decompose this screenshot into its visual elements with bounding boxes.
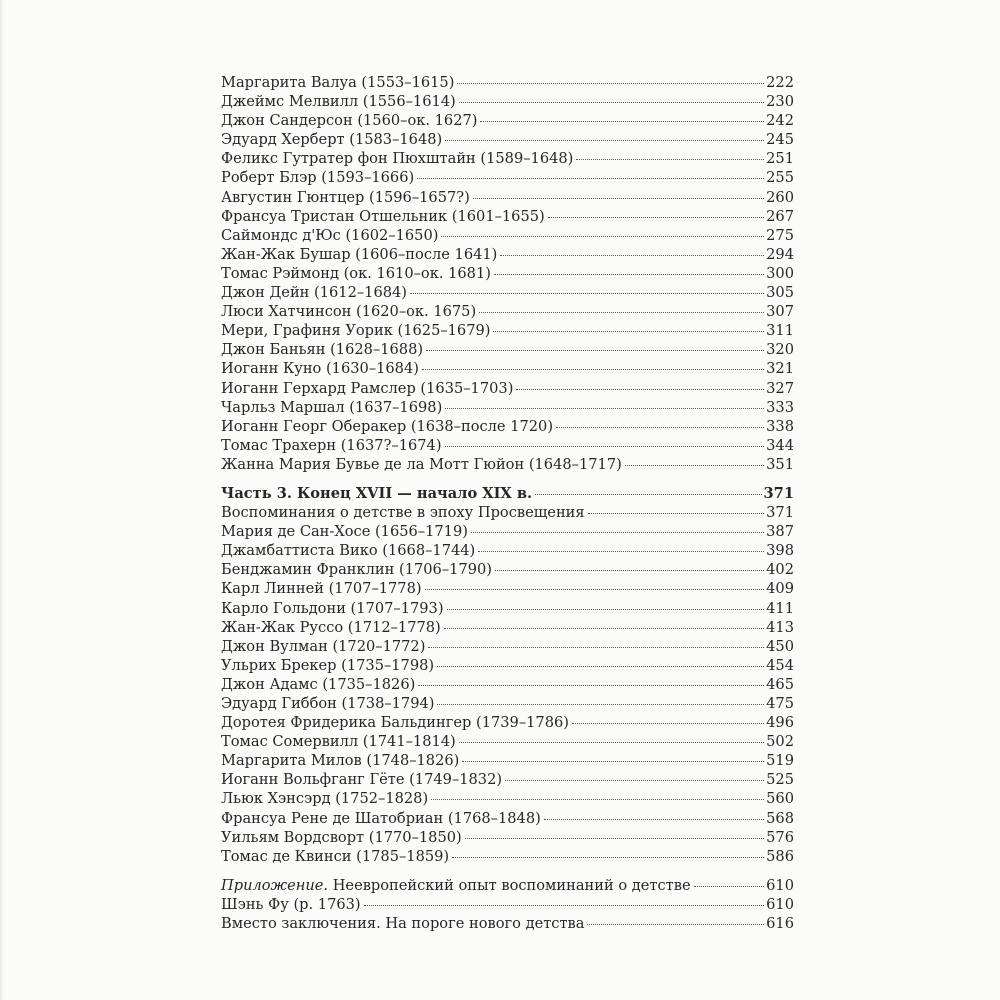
toc-part-heading-title: Часть 3. Конец XVII — начало XIX в. — [221, 484, 533, 502]
toc-entry-page: 251 — [766, 150, 794, 168]
toc-entry-title: Джон Адамс (1735–1826) — [221, 675, 416, 693]
toc-entry[interactable] — [221, 694, 794, 713]
toc-leader-dots — [445, 408, 764, 409]
toc-leader-dots — [459, 742, 764, 743]
page-edge-shadow — [0, 0, 4, 1000]
toc-entry-title: Томас Сомервилл (1741–1814) — [221, 733, 456, 751]
toc-entry-title: Франсуа Рене де Шатобриан (1768–1848) — [221, 809, 541, 827]
toc-leader-dots — [445, 140, 764, 141]
toc-leader-dots — [445, 446, 765, 447]
toc-entry-page: 305 — [766, 284, 794, 302]
toc-entry-page: 398 — [766, 542, 794, 560]
toc-entry-title: Джеймс Мелвилл (1556–1614) — [221, 93, 456, 111]
toc-entry-title: Иоганн Куно (1630–1684) — [221, 360, 419, 378]
toc-leader-dots — [694, 886, 765, 887]
toc-entry[interactable] — [221, 379, 794, 398]
toc-entry[interactable] — [221, 226, 794, 245]
toc-leader-dots — [556, 427, 764, 428]
toc-entry-title: Франсуа Тристан Отшельник (1601–1655) — [221, 207, 545, 225]
toc-leader-dots — [426, 350, 764, 351]
toc-entry[interactable] — [221, 541, 794, 560]
toc-entry-page: 320 — [766, 341, 794, 359]
toc-entry-title: Саймондс д'Юс (1602–1650) — [221, 226, 439, 244]
toc-entry-title: Феликс Гутратер фон Пюхштайн (1589–1648) — [221, 150, 574, 168]
toc-entry-page: 333 — [766, 398, 794, 416]
toc-appendix-page: 610 — [766, 876, 794, 894]
toc-leader-dots — [516, 389, 764, 390]
toc-entry-title: Жанна Мария Бувье де ла Мотт Гюйон (1648–1717) — [221, 455, 622, 473]
toc-entry-title: Вместо заключения. На пороге нового детства — [221, 915, 585, 933]
toc-entry[interactable] — [221, 264, 794, 283]
toc-entry[interactable] — [221, 618, 794, 637]
toc-entry[interactable] — [221, 283, 794, 302]
toc-entry-title: Эдуард Гиббон (1738–1794) — [221, 695, 435, 712]
toc-entry-page: 568 — [766, 809, 794, 827]
toc-entry[interactable] — [221, 168, 794, 187]
toc-leader-dots — [478, 551, 764, 552]
toc-entry-page: 245 — [766, 131, 794, 149]
toc-entry-title: Доротея Фридерика Бальдингер (1739–1786) — [221, 714, 569, 732]
toc-entry-page: 519 — [766, 752, 794, 770]
toc-entry[interactable] — [221, 828, 794, 847]
toc-entry-title: Люси Хатчинсон (1620–ок. 1675) — [221, 303, 477, 321]
toc-entry-title: Маргарита Валуа (1553–1615) — [221, 74, 455, 91]
toc-entry-page: 411 — [766, 599, 794, 617]
toc-entry-page: 327 — [766, 379, 794, 397]
toc-entry-title: Шэнь Фу (р. 1763) — [221, 895, 361, 913]
toc-entry[interactable] — [221, 398, 794, 417]
toc-entry-page: 255 — [766, 169, 794, 187]
toc-entry[interactable] — [221, 149, 794, 168]
toc-entry[interactable] — [221, 302, 794, 321]
toc-entry-page: 496 — [766, 714, 794, 732]
toc-appendix-label: Приложение. — [221, 876, 329, 894]
toc-entry-title: Джон Вулман (1720–1772) — [221, 637, 426, 655]
toc-entry-title: Мери, Графиня Уорик (1625–1679) — [221, 322, 491, 340]
toc-entry[interactable] — [221, 751, 794, 770]
toc-entry[interactable] — [221, 637, 794, 656]
toc-entry-title: Маргарита Милов (1748–1826) — [221, 752, 460, 770]
toc-entry[interactable] — [221, 245, 794, 264]
toc-entry-title: Джамбаттиста Вико (1668–1744) — [221, 542, 476, 560]
toc-leader-dots — [587, 924, 764, 925]
toc-leader-dots — [422, 369, 764, 370]
toc-entry-page: 242 — [766, 112, 794, 130]
toc-leader-dots — [572, 723, 764, 724]
toc-entry-page: 576 — [766, 828, 794, 846]
toc-group-part-3-entries — [221, 503, 794, 866]
toc-entry-title: Воспоминания о детстве в эпоху Просвещения — [221, 504, 585, 522]
toc-entry[interactable] — [221, 111, 794, 130]
toc-entry-page: 371 — [766, 504, 794, 522]
toc-entry-title: Карл Линней (1707–1778) — [221, 580, 422, 598]
toc-leader-dots — [364, 905, 765, 906]
toc-leader-dots — [431, 799, 764, 800]
toc-entry[interactable] — [221, 599, 794, 618]
toc-entry-page: 402 — [766, 561, 794, 579]
toc-leader-dots — [410, 293, 764, 294]
toc-entry[interactable] — [221, 656, 794, 675]
toc-entry[interactable] — [221, 130, 794, 149]
toc-entry-page: 222 — [766, 74, 794, 91]
toc-entry-page: 525 — [766, 771, 794, 789]
toc-entry[interactable] — [221, 770, 794, 789]
toc-leader-dots — [441, 236, 764, 237]
toc-entry-page: 275 — [766, 226, 794, 244]
toc-entry-title: Уильям Вордсворт (1770–1850) — [221, 828, 462, 846]
toc-entry-page: 413 — [766, 618, 794, 636]
toc-entry-page: 454 — [766, 656, 794, 674]
toc-entry-page: 300 — [766, 264, 794, 282]
toc-entry-page: 560 — [766, 790, 794, 808]
toc-entry-title: Льюк Хэнсэрд (1752–1828) — [221, 790, 429, 808]
toc-entry[interactable] — [221, 809, 794, 828]
toc-entry-page: 267 — [766, 207, 794, 225]
toc-group-appendix — [221, 876, 794, 933]
toc-entry-title: Томас Рэймонд (ок. 1610–ок. 1681) — [221, 264, 491, 282]
toc-entry-title: Томас де Квинси (1785–1859) — [221, 847, 450, 865]
toc-leader-dots — [452, 857, 764, 858]
toc-entry[interactable] — [221, 436, 794, 455]
toc-group-final-entries — [221, 895, 794, 933]
toc-entry-title: Джон Баньян (1628–1688) — [221, 341, 424, 359]
toc-entry-page: 409 — [766, 580, 794, 598]
toc-entry[interactable] — [221, 579, 794, 598]
toc-entry-page: 610 — [766, 895, 794, 913]
toc-part-heading-page: 371 — [763, 484, 794, 502]
toc-leader-dots — [500, 255, 764, 256]
toc-entry[interactable] — [221, 73, 794, 92]
toc-leader-dots — [548, 217, 764, 218]
toc-leader-dots — [544, 819, 764, 820]
toc-entry-title: Августин Гюнтцер (1596–1657?) — [221, 188, 470, 206]
toc-entry-page: 344 — [766, 436, 794, 454]
toc-leader-dots — [417, 178, 764, 179]
toc-entry-page: 465 — [766, 675, 794, 693]
table-of-contents — [221, 73, 794, 933]
toc-entry[interactable] — [221, 895, 794, 914]
toc-entry-title: Иоганн Георг Оберакер (1638–после 1720) — [221, 417, 554, 435]
toc-leader-dots — [535, 494, 761, 495]
toc-leader-dots — [588, 513, 765, 514]
toc-entry-page: 616 — [766, 915, 794, 933]
toc-appendix-text: Неевропейский опыт воспоминаний о детстве — [328, 876, 691, 894]
toc-entry[interactable] — [221, 359, 794, 378]
toc-leader-dots — [494, 274, 764, 275]
toc-leader-dots — [505, 780, 764, 781]
toc-leader-dots — [457, 83, 764, 84]
toc-leader-dots — [493, 331, 764, 332]
toc-leader-dots — [471, 532, 764, 533]
toc-entry-title: Томас Трахерн (1637?–1674) — [221, 436, 442, 454]
toc-entry-title: Иоганн Герхард Рамслер (1635–1703) — [221, 379, 514, 397]
toc-entry[interactable] — [221, 713, 794, 732]
toc-leader-dots — [418, 685, 764, 686]
toc-entry-title: Мария де Сан-Хосе (1656–1719) — [221, 523, 468, 541]
toc-appendix-entry[interactable] — [221, 876, 794, 895]
toc-entry-page: 338 — [766, 417, 794, 435]
toc-entry-title: Роберт Блэр (1593–1666) — [221, 169, 415, 187]
toc-entry[interactable] — [221, 675, 794, 694]
toc-entry-title: Джон Сандерсон (1560–ок. 1627) — [221, 112, 478, 130]
toc-entry[interactable] — [221, 522, 794, 541]
toc-entry-page: 307 — [766, 303, 794, 321]
toc-entry-page: 351 — [766, 455, 794, 473]
toc-entry[interactable] — [221, 732, 794, 751]
toc-entry[interactable] — [221, 207, 794, 226]
toc-leader-dots — [437, 666, 764, 667]
toc-entry[interactable] — [221, 417, 794, 436]
toc-leader-dots — [428, 647, 764, 648]
toc-leader-dots — [480, 121, 764, 122]
toc-entry-title: Эдуард Херберт (1583–1648) — [221, 131, 443, 149]
toc-entry-title: Жан-Жак Бушар (1606–после 1641) — [221, 245, 498, 263]
toc-entry-title: Джон Дейн (1612–1684) — [221, 284, 407, 302]
toc-leader-dots — [437, 704, 764, 705]
toc-entry[interactable] — [221, 92, 794, 111]
toc-entry[interactable] — [221, 560, 794, 579]
toc-entry-page: 294 — [766, 245, 794, 263]
toc-entry[interactable] — [221, 914, 794, 933]
toc-leader-dots — [479, 312, 764, 313]
toc-entry-title: Жан-Жак Руссо (1712–1778) — [221, 618, 441, 636]
toc-group-part-3 — [221, 484, 794, 866]
toc-entry[interactable] — [221, 321, 794, 340]
toc-entry[interactable] — [221, 340, 794, 359]
toc-leader-dots — [625, 465, 764, 466]
toc-entry-title: Чарльз Маршал (1637–1698) — [221, 398, 443, 416]
toc-entry-page: 230 — [766, 93, 794, 111]
toc-entry-page: 586 — [766, 847, 794, 865]
toc-entry-title: Иоганн Вольфганг Гёте (1749–1832) — [221, 771, 503, 789]
toc-leader-dots — [444, 628, 764, 629]
toc-entry-page: 450 — [766, 637, 794, 655]
toc-leader-dots — [495, 570, 764, 571]
toc-entry-page: 321 — [766, 360, 794, 378]
toc-entry-page: 260 — [766, 188, 794, 206]
toc-entry-title: Карло Гольдони (1707–1793) — [221, 599, 444, 617]
toc-group-part-2-entries — [221, 73, 794, 474]
toc-entry-title: Ульрих Брекер (1735–1798) — [221, 656, 435, 674]
toc-appendix-title — [221, 876, 691, 895]
toc-entry[interactable] — [221, 789, 794, 808]
toc-leader-dots — [459, 102, 764, 103]
toc-entry-page: 387 — [766, 523, 794, 541]
toc-leader-dots — [465, 838, 764, 839]
toc-entry[interactable] — [221, 455, 794, 474]
toc-entry[interactable] — [221, 503, 794, 522]
toc-leader-dots — [447, 609, 765, 610]
toc-entry-title: Бенджамин Франклин (1706–1790) — [221, 561, 492, 579]
toc-entry[interactable] — [221, 188, 794, 207]
toc-leader-dots — [576, 159, 764, 160]
toc-entry-page: 475 — [766, 695, 794, 712]
toc-leader-dots — [473, 198, 764, 199]
toc-leader-dots — [425, 589, 765, 590]
toc-entry[interactable] — [221, 847, 794, 866]
toc-entry-page: 311 — [766, 322, 794, 340]
toc-leader-dots — [462, 761, 764, 762]
toc-part-heading[interactable] — [221, 484, 794, 503]
toc-entry-page: 502 — [766, 733, 794, 751]
